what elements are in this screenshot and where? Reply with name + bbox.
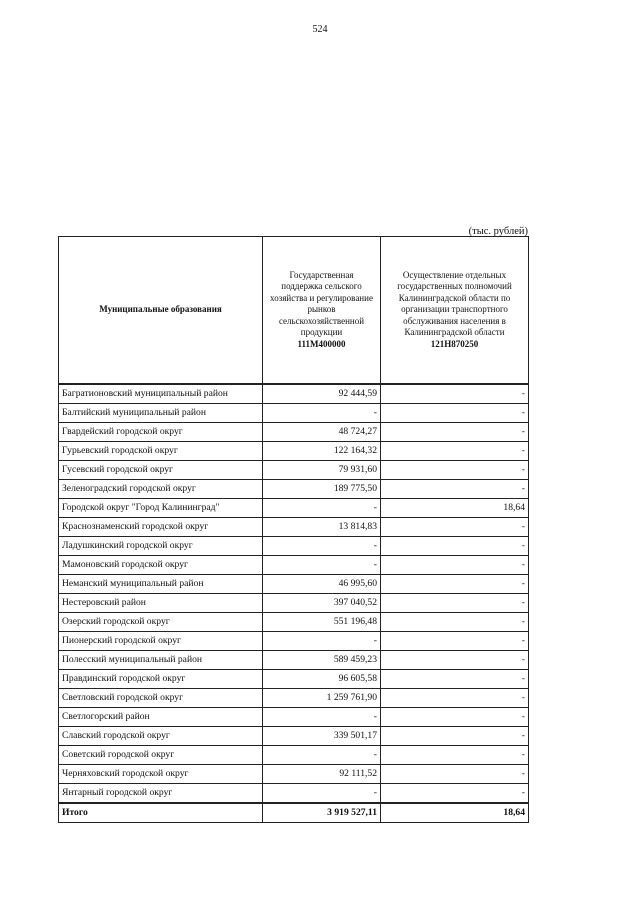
row-agriculture-value: - [263,556,381,575]
header-agriculture-text: Государственная поддержка сельского хозяйства и регулирование рынков сельскохозяйственной продукции [270,269,373,338]
table-row [59,651,529,670]
row-agriculture-value: - [263,632,381,651]
table-header-row [59,237,529,385]
row-transport-value: - [381,518,529,537]
row-agriculture-value: - [263,499,381,518]
row-name: Светловский городской округ [59,689,263,708]
row-agriculture-value: - [263,537,381,556]
total-row [59,803,529,823]
table-row [59,613,529,632]
row-name: Славский городской округ [59,727,263,746]
row-agriculture-value: 46 995,60 [263,575,381,594]
row-transport-value: - [381,651,529,670]
row-name: Зеленоградский городской округ [59,480,263,499]
table-row [59,480,529,499]
table-row [59,746,529,765]
row-transport-value: - [381,613,529,632]
row-transport-value: - [381,442,529,461]
row-name: Гусевский городской округ [59,461,263,480]
table-row [59,442,529,461]
row-transport-value: - [381,708,529,727]
row-name: Краснознаменский городской округ [59,518,263,537]
row-name: Мамоновский городской округ [59,556,263,575]
row-name: Городской округ "Город Калининград" [59,499,263,518]
table-body [59,384,529,803]
table-row [59,689,529,708]
table-row [59,404,529,423]
table-row [59,499,529,518]
row-agriculture-value: 48 724,27 [263,423,381,442]
row-transport-value: - [381,727,529,746]
row-transport-value: - [381,632,529,651]
table-row [59,518,529,537]
row-agriculture-value: 189 775,50 [263,480,381,499]
row-transport-value: - [381,670,529,689]
row-name: Правдинский городской округ [59,670,263,689]
row-agriculture-value: 96 605,58 [263,670,381,689]
row-agriculture-value: 339 501,17 [263,727,381,746]
row-name: Светлогорский район [59,708,263,727]
row-transport-value: - [381,784,529,804]
row-agriculture-value: 589 459,23 [263,651,381,670]
row-name: Советский городской округ [59,746,263,765]
row-transport-value: - [381,575,529,594]
row-name: Гвардейский городской округ [59,423,263,442]
row-name: Черняховский городской округ [59,765,263,784]
table-row [59,423,529,442]
row-agriculture-value: 1 259 761,90 [263,689,381,708]
row-agriculture-value: 92 444,59 [263,384,381,404]
row-name: Янтарный городской округ [59,784,263,804]
header-agriculture-code: 111М400000 [297,338,346,349]
page-number: 524 [312,24,328,35]
table-row [59,632,529,651]
row-transport-value: - [381,689,529,708]
row-agriculture-value: 79 931,60 [263,461,381,480]
table-row [59,727,529,746]
row-agriculture-value: 92 111,52 [263,765,381,784]
header-transport-service [381,237,529,385]
header-transport-code: 121Н870250 [430,338,479,349]
row-name: Неманский муниципальный район [59,575,263,594]
row-agriculture-value: 122 164,32 [263,442,381,461]
row-agriculture-value: 551 196,48 [263,613,381,632]
budget-table [58,236,529,823]
table-row [59,556,529,575]
row-agriculture-value: - [263,784,381,804]
row-name: Балтийский муниципальный район [59,404,263,423]
row-transport-value: - [381,594,529,613]
row-transport-value: 18,64 [381,499,529,518]
row-transport-value: - [381,461,529,480]
table-row [59,594,529,613]
row-transport-value: - [381,384,529,404]
row-name: Озерский городской округ [59,613,263,632]
row-name: Гурьевский городской округ [59,442,263,461]
table-row [59,537,529,556]
row-agriculture-value: - [263,708,381,727]
table-row [59,708,529,727]
header-municipalities: Муниципальные образования [59,237,263,385]
row-transport-value: - [381,746,529,765]
table-row [59,461,529,480]
row-transport-value: - [381,423,529,442]
table-row [59,765,529,784]
units-label: (тыс. рублей) [468,226,528,237]
total-label: Итого [59,803,263,823]
header-agriculture-support [263,237,381,385]
row-transport-value: - [381,404,529,423]
row-name: Ладушкинский городской округ [59,537,263,556]
row-agriculture-value: 397 040,52 [263,594,381,613]
table-row [59,784,529,804]
total-transport: 18,64 [381,803,529,823]
total-agriculture: 3 919 527,11 [263,803,381,823]
row-name: Полесский муниципальный район [59,651,263,670]
table-row [59,670,529,689]
row-agriculture-value: - [263,746,381,765]
row-transport-value: - [381,556,529,575]
row-transport-value: - [381,480,529,499]
table-row [59,575,529,594]
row-agriculture-value: - [263,404,381,423]
table-row [59,384,529,404]
row-agriculture-value: 13 814,83 [263,518,381,537]
row-transport-value: - [381,765,529,784]
row-name: Багратионовский муниципальный район [59,384,263,404]
row-name: Нестеровский район [59,594,263,613]
row-transport-value: - [381,537,529,556]
row-name: Пионерский городской округ [59,632,263,651]
header-transport-text: Осуществление отдельных государственных полномочий Калининградской области по организации транспортного обслуживания населения в Калининградской области [397,269,512,338]
